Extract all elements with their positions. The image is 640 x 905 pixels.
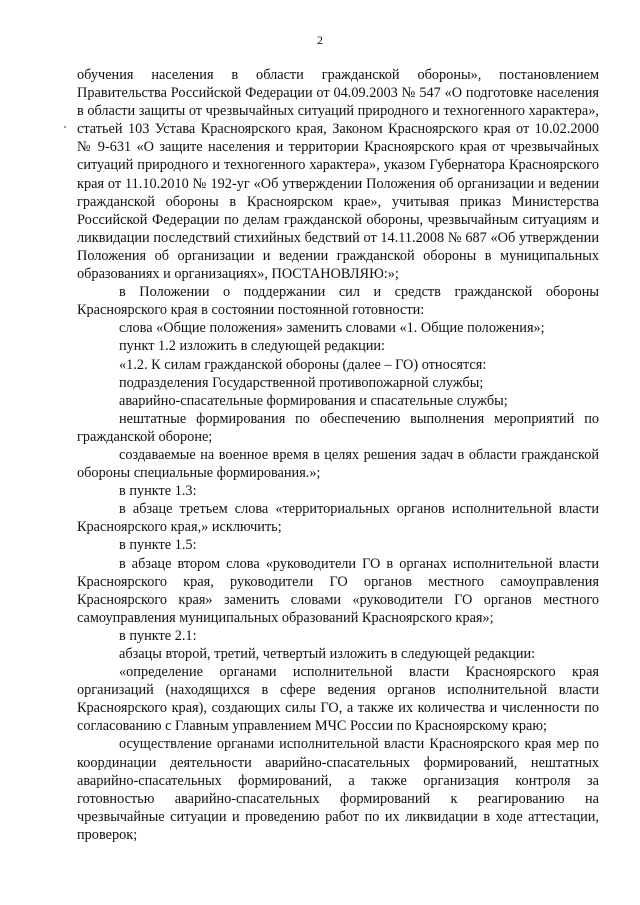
document-body — [77, 66, 599, 844]
paragraph: в пункте 1.3: — [119, 483, 197, 500]
paragraph: в пункте 2.1: — [119, 627, 197, 644]
paragraph: в Положении о поддержании сил и средств гражданской обороны Красноярского края в состоянии постоянной готовности: — [77, 284, 599, 319]
scan-speck — [64, 126, 66, 128]
paragraph: нештатные формирования по обеспечению выполнения мероприятий по гражданской обороне; — [77, 410, 599, 445]
paragraph: абзацы второй, третий, четвертый изложить в следующей редакции: — [119, 646, 536, 662]
paragraph: аварийно-спасательные формирования и спасательные службы; — [119, 392, 508, 409]
paragraph: подразделения Государственной противопожарной службы; — [119, 374, 484, 391]
paragraph: осуществление органами исполнительной власти Красноярского края мер по координации деятельности аварийно-спасательных формирований, нештатных аварийно-спасательных формирований, а также организация контроля за готовностью аварийно-спасательных формирований к реагированию на чрезвычайные ситуации и проведению работ по их ликвидации в ходе аттестации, проверок; — [77, 736, 599, 843]
paragraph: обучения населения в области гражданской обороны», постановлением Правительства Российской Федерации от 04.09.2003 № 547 «О подготовке населения в области защиты от чрезвычайных ситуаций природного и техногенного характера», статьей 103 Устава Красноярского края, Законом Красноярского края от 10.02.2000 № 9-631 «О защите населения и территории Красноярского края от чрезвычайных ситуаций природного и техногенного характера», указом Губернатора Красноярского края от 11.10.2010 № 192-уг «Об утверждении Положения об организации и ведении гражданской обороны в Красноярском крае», учитывая приказ Министерства Российской Федерации по делам гражданской обороны, чрезвычайным ситуациям и ликвидации последствий стихийных бедствий от 14.11.2008 № 687 «Об утверждении Положения об организации и ведении гражданской обороны в муниципальных образованиях и организациях», ПОСТАНОВЛЯЮ:»; — [77, 67, 599, 283]
paragraph: слова «Общие положения» заменить словами «1. Общие положения»; — [119, 320, 545, 337]
paragraph: «1.2. К силам гражданской обороны (далее – ГО) относятся: — [119, 356, 487, 373]
paragraph: в пункте 1.5: — [119, 537, 197, 554]
paragraph: пункт 1.2 изложить в следующей редакции: — [119, 338, 386, 355]
paragraph: создаваемые на военное время в целях решения задач в области гражданской обороны специальные формирования.»; — [77, 446, 599, 482]
paragraph: в абзаце втором слова «руководители ГО в органах исполнительной власти Красноярского края, руководители ГО органов местного самоуправления Красноярского края» заменить словами «руководители ГО органов местного самоуправления муниципальных образований Красноярского края»; — [77, 555, 599, 626]
paragraph: в абзаце третьем слова «территориальных органов исполнительной власти Красноярского края,» исключить; — [77, 501, 599, 536]
page-number: 2 — [317, 33, 323, 47]
paragraph: «определение органами исполнительной власти Красноярского края организаций (находящихся в сфере ведения органов исполнительной власти Красноярского края), создающих силы ГО, а также их количества и численности по согласованию с Главным управлением МЧС России по Красноярскому краю; — [77, 664, 599, 735]
